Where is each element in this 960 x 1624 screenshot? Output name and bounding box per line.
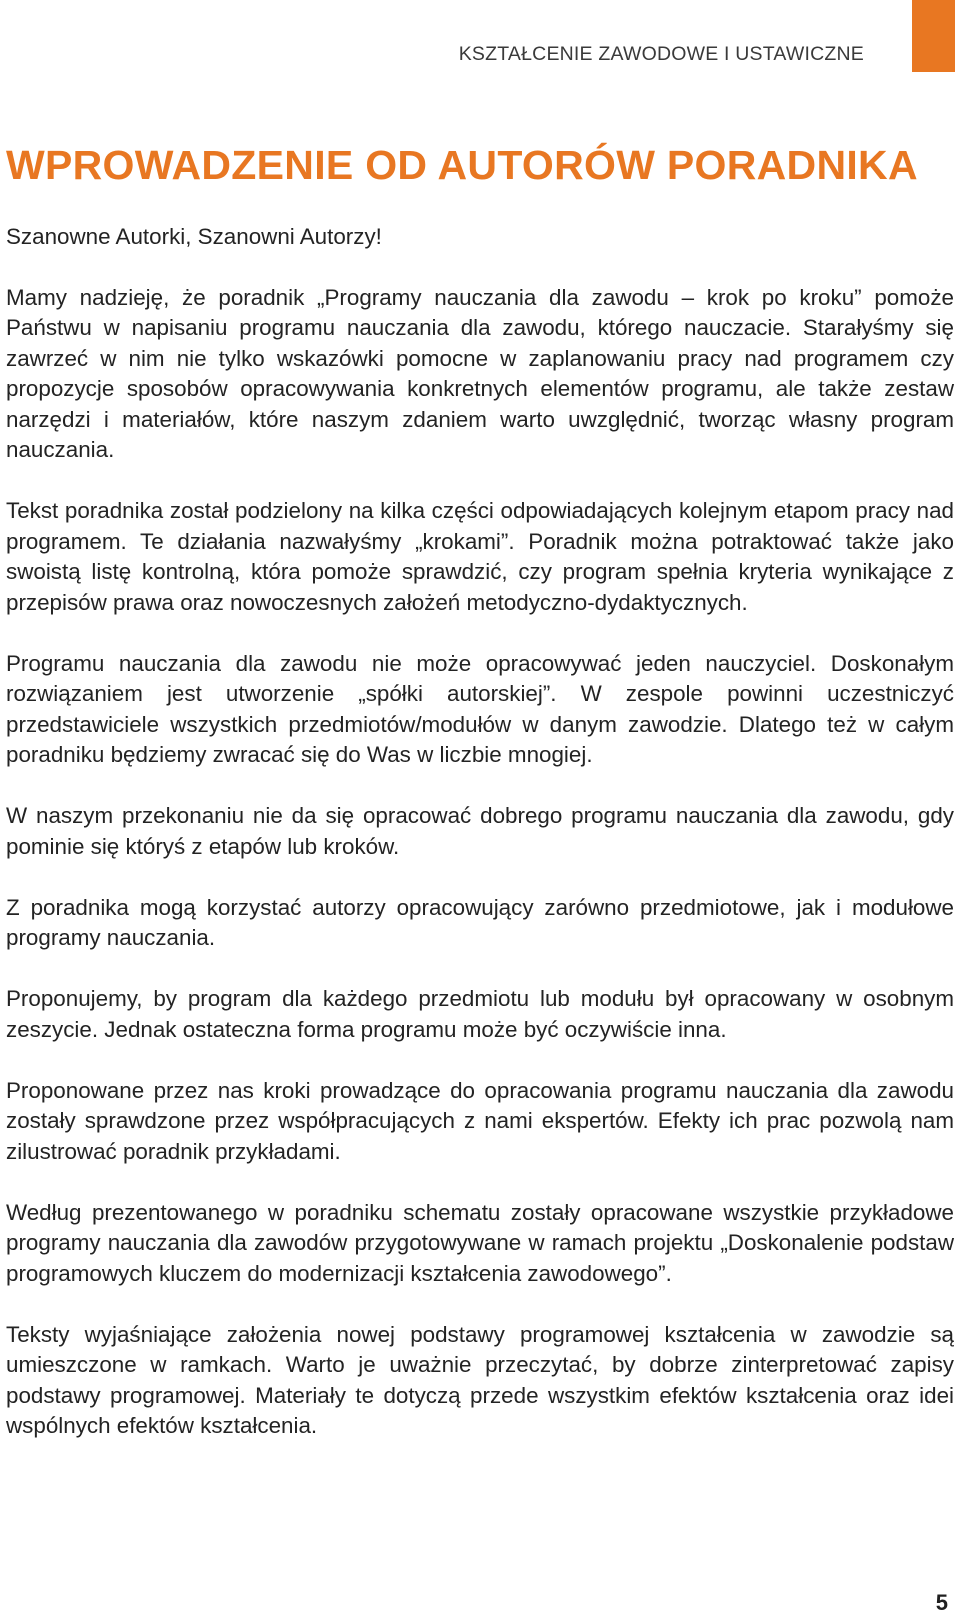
paragraph: Mamy nadzieję, że poradnik „Programy nauczania dla zawodu – krok po kroku” pomoże Państwu w napisaniu programu nauczania dla zawodu, którego nauczacie. Starałyśmy się zawrzeć w nim nie tylko wskazówki pomocne w zaplanowaniu pracy nad programem czy propozycje sposobów opracowywania konkretnych elementów programu, ale także zestaw narzędzi i materiałów, które naszym zdaniem warto uwzględnić, tworząc własny program nauczania.: [6, 284, 954, 462]
paragraph: Proponujemy, by program dla każdego przedmiotu lub modułu był opracowany w osobnym zeszycie. Jednak ostateczna forma programu może być oczywiście inna.: [6, 986, 954, 1042]
page-number: 5: [935, 1590, 948, 1615]
paragraph: Tekst poradnika został podzielony na kilka części odpowiadających kolejnym etapom pracy nad programem. Te działania nazwałyśmy „krokami”. Poradnik można potraktować także jako swoistą listę kontrolną, która pomoże sprawdzić, czy program spełnia kryteria wynikające z przepisów prawa oraz nowoczesnych założeń metodyczno-dydaktycznych.: [6, 498, 954, 615]
paragraph: Teksty wyjaśniające założenia nowej podstawy programowej kształcenia w zawodzie są umieszczone w ramkach. Warto je uważnie przeczytać, by dobrze zinterpretować zapisy podstawy programowej. Materiały te dotyczą przede wszystkim efektów kształcenia oraz idei wspólnych efektów kształcenia.: [6, 1321, 954, 1438]
paragraph: Proponowane przez nas kroki prowadzące do opracowania programu nauczania dla zawodu zostały sprawdzone przez współpracujących z nami ekspertów. Efekty ich prac pozwolą nam zilustrować poradnik przykładami.: [6, 1077, 954, 1164]
orange-corner-tab: [912, 0, 955, 72]
paragraph: W naszym przekonaniu nie da się opracować dobrego programu nauczania dla zawodu, gdy pominie się któryś z etapów lub kroków.: [6, 803, 954, 859]
greeting: Szanowne Autorki, Szanowni Autorzy!: [6, 224, 382, 249]
body-text: [6, 222, 954, 1472]
page-title: WPROWADZENIE OD AUTORÓW PORADNIKA: [6, 142, 918, 188]
paragraph: Według prezentowanego w poradniku schematu zostały opracowane wszystkie przykładowe programy nauczania dla zawodów przygotowywane w ramach projektu „Doskonalenie podstaw programowych kluczem do modernizacji kształcenia zawodowego”.: [6, 1199, 954, 1286]
paragraph: Programu nauczania dla zawodu nie może opracowywać jeden nauczyciel. Doskonałym rozwiązaniem jest utworzenie „spółki autorskiej”. W zespole powinni uczestniczyć przedstawiciele wszystkich przedmiotów/modułów w danym zawodzie. Dlatego też w całym poradniku będziemy zwracać się do Was w liczbie mnogiej.: [6, 650, 954, 767]
running-header: KSZTAŁCENIE ZAWODOWE I USTAWICZNE: [458, 43, 864, 65]
paragraph: Z poradnika mogą korzystać autorzy opracowujący zarówno przedmiotowe, jak i modułowe programy nauczania.: [6, 894, 954, 950]
